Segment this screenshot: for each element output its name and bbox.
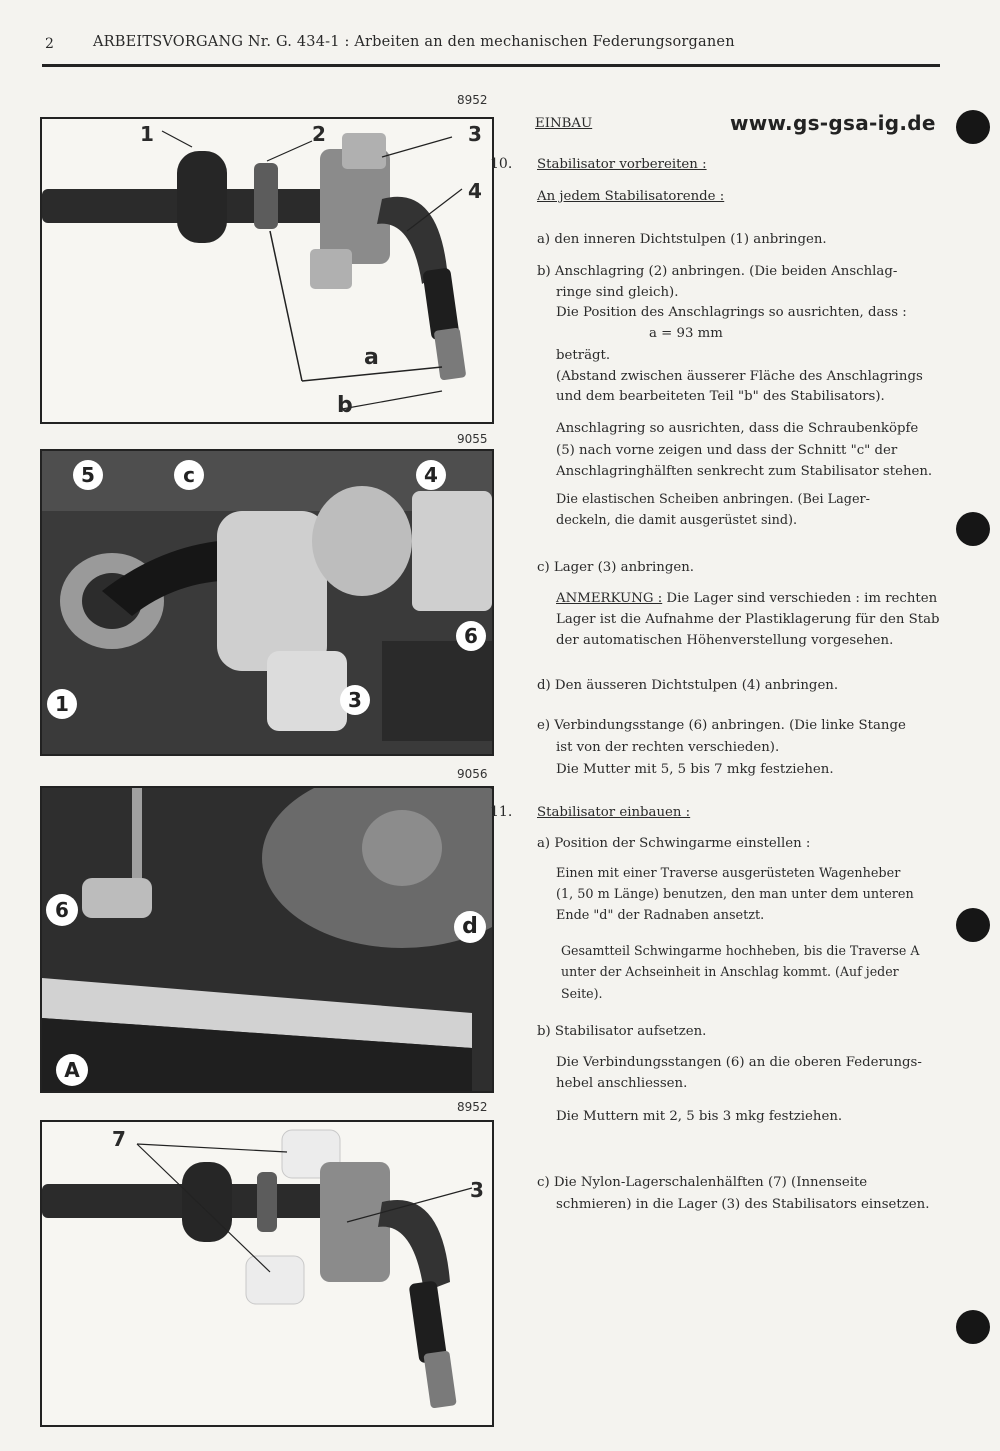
figure-axle-photo <box>40 786 494 1093</box>
figure-stabilizer-photo <box>40 449 494 756</box>
measurement-value: a = 93 mm <box>649 326 723 341</box>
instruction-text: Die Position des Anschlagrings so ausrichten, dass : <box>556 305 907 320</box>
instruction-text: Die elastischen Scheiben anbringen. (Bei Lager- <box>556 492 870 507</box>
callout-6: 6 <box>456 621 486 651</box>
figure-number: 9056 <box>457 767 488 781</box>
figure-number: 8952 <box>457 93 488 107</box>
note-text: der automatischen Höhenverstellung vorgesehen. <box>556 633 894 648</box>
instruction-text: und dem bearbeiteten Teil "b" des Stabilisators). <box>556 389 885 404</box>
stabilizer-photo <box>42 451 492 754</box>
instruction-text: ist von der rechten verschieden). <box>556 740 780 755</box>
callout-4: 4 <box>416 460 446 490</box>
instruction-e: e) Verbindungsstange (6) anbringen. (Die linke Stange <box>537 718 906 733</box>
note-text: Die Lager sind verschieden : im rechten <box>662 591 938 606</box>
website-watermark: www.gs-gsa-ig.de <box>730 111 936 135</box>
callout-d: d <box>454 911 486 943</box>
instruction-text: Anschlagringhälften senkrecht zum Stabilisator stehen. <box>556 464 933 479</box>
callout-3: 3 <box>340 685 370 715</box>
page-number: 2 <box>45 36 54 52</box>
figure-number: 9055 <box>457 432 488 446</box>
callout-7: 7 <box>112 1127 126 1151</box>
nylon-bearing-drawing <box>42 1122 492 1425</box>
note-label: ANMERKUNG : <box>556 591 663 606</box>
callout-1: 1 <box>140 122 154 146</box>
callout-5: 5 <box>73 460 103 490</box>
callout-3: 3 <box>468 122 482 146</box>
callout-c: c <box>174 460 204 490</box>
header-rule <box>42 64 940 67</box>
callout-4: 4 <box>468 179 482 203</box>
callout-6: 6 <box>46 894 78 926</box>
instruction-b: b) Stabilisator aufsetzen. <box>537 1024 707 1039</box>
binder-hole <box>956 1310 990 1344</box>
callout-3: 3 <box>470 1178 484 1202</box>
step-subtitle: An jedem Stabilisatorende : <box>537 189 725 204</box>
stabilizer-drawing <box>42 119 492 422</box>
instruction-text: Seite). <box>561 986 603 1001</box>
instruction-text: (Abstand zwischen äusserer Fläche des Anschlagrings <box>556 369 923 384</box>
section-heading: EINBAU <box>535 116 593 131</box>
instruction-b: b) Anschlagring (2) anbringen. (Die beiden Anschlag- <box>537 264 898 279</box>
page-title: ARBEITSVORGANG Nr. G. 434-1 : Arbeiten an den mechanischen Federungsorganen <box>93 34 735 50</box>
instruction-text: Die Mutter mit 5, 5 bis 7 mkg festziehen. <box>556 762 834 777</box>
instruction-text: Einen mit einer Traverse ausgerüsteten Wagenheber <box>556 866 901 881</box>
instruction-text: Gesamtteil Schwingarme hochheben, bis die Traverse A <box>561 943 920 958</box>
callout-1: 1 <box>47 689 77 719</box>
instruction-text: beträgt. <box>556 348 611 363</box>
figure-stabilizer-parts <box>40 117 494 424</box>
instruction-text: Anschlagring so ausrichten, dass die Schraubenköpfe <box>556 421 919 436</box>
step-title: Stabilisator vorbereiten : <box>537 157 707 172</box>
instruction-text: (1, 50 m Länge) benutzen, den man unter dem unteren <box>556 887 914 902</box>
instruction-text: Die Muttern mit 2, 5 bis 3 mkg festziehen. <box>556 1109 843 1124</box>
instruction-text: deckeln, die damit ausgerüstet sind). <box>556 513 798 528</box>
callout-b: b <box>337 393 353 418</box>
binder-hole <box>956 512 990 546</box>
figure-number: 8952 <box>457 1100 488 1114</box>
instruction-a: a) Position der Schwingarme einstellen : <box>537 836 811 851</box>
instruction-text: Die Verbindungsstangen (6) an die oberen Federungs- <box>556 1055 922 1070</box>
instruction-text: ringe sind gleich). <box>556 285 679 300</box>
step-number: 11. <box>490 804 513 820</box>
callout-a: a <box>364 345 379 370</box>
instruction-text: (5) nach vorne zeigen und dass der Schnitt "c" der <box>556 443 898 458</box>
figure-nylon-bearing <box>40 1120 494 1427</box>
step-title: Stabilisator einbauen : <box>537 805 691 820</box>
instruction-text: hebel anschliessen. <box>556 1076 688 1091</box>
step-number: 10. <box>490 156 513 172</box>
callout-A: A <box>56 1054 88 1086</box>
instruction-c: c) Lager (3) anbringen. <box>537 560 694 575</box>
instruction-text: unter der Achseinheit in Anschlag kommt. (Auf jeder <box>561 964 899 979</box>
callout-2: 2 <box>312 122 326 146</box>
instruction-d: d) Den äusseren Dichtstulpen (4) anbringen. <box>537 678 839 693</box>
note-text: Lager ist die Aufnahme der Plastiklagerung für den Stab <box>556 612 940 627</box>
binder-hole <box>956 110 990 144</box>
instruction-a: a) den inneren Dichtstulpen (1) anbringen. <box>537 232 827 247</box>
instruction-c: c) Die Nylon-Lagerschalenhälften (7) (Innenseite <box>537 1175 868 1190</box>
instruction-text: Ende "d" der Radnaben ansetzt. <box>556 908 765 923</box>
binder-hole <box>956 908 990 942</box>
instruction-text: schmieren) in die Lager (3) des Stabilisators einsetzen. <box>556 1197 930 1212</box>
axle-photo <box>42 788 492 1091</box>
